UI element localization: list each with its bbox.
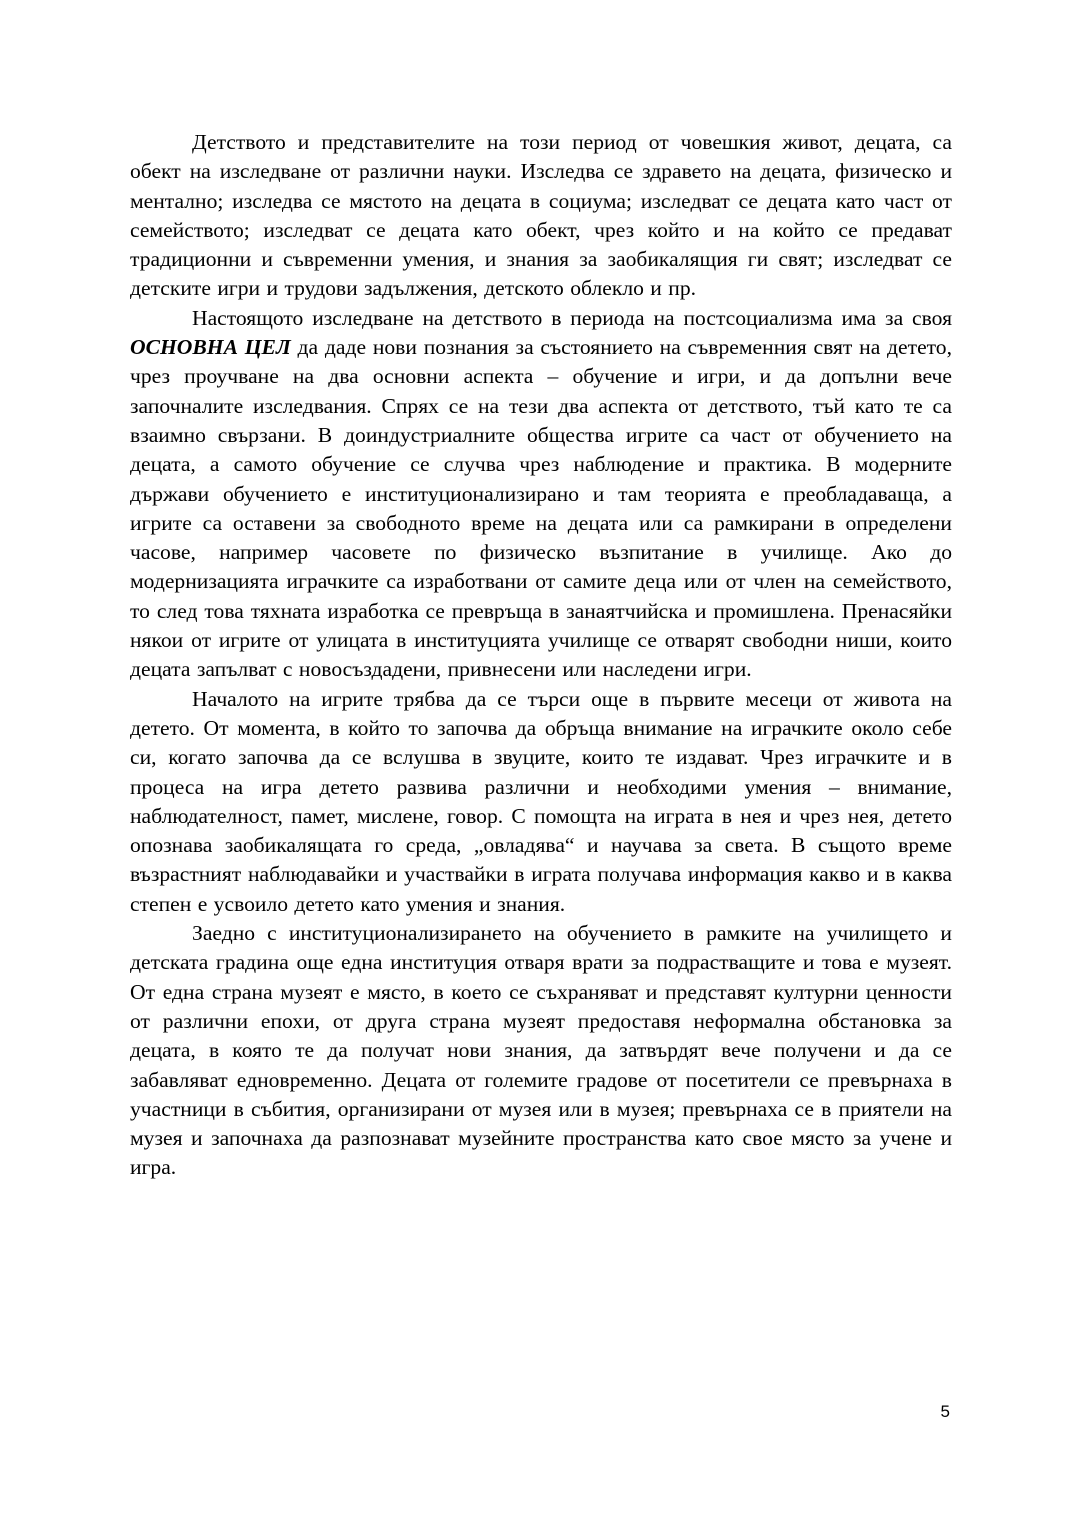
paragraph-main-goal: [130, 304, 952, 685]
paragraph-childhood-research: Детството и представителите на този период от човешкия живот, децата, са обект на изследване от различни науки. Изследва се здравето на децата, физическо и ментално; изследва се мястото на децата в социума; изследват се децата като част от семейството; изследват се децата като обект, чрез който и на който се предават традиционни и съвременни умения, и знания за заобикалящия ги свят; изследват се детските игри и трудови задължения, детското облекло и пр.: [130, 130, 952, 301]
paragraph-main-goal-rest: да даде нови познания за състоянието на съвременния свят на детето, чрез проучване на два основни аспекта – обучение и игри, и да допълни вече започналите изследвания. Спрях се на тези два аспекта от детството, тъй като те са взаимно свързани. В доиндустриалните общества игрите са част от обучението на децата, а самото обучение се случва чрез наблюдение и практика. В модерните държави обучението е институционализирано и там теорията е преобладаваща, а игрите са оставени за свободното време на децата или са рамкирани в определени часове, например часовете по физическо възпитание в училище. Ако до модернизацията играчките са изработвани от самите деца или от член на семейството, то след това тяхната изработка се превръща в занаятчийска и промишлена. Пренасяйки някои от игрите от улицата в институцията училище се отварят свободни ниши, които децата запълват с новосъздадени, привнесени или наследени игри.: [130, 335, 952, 682]
main-goal-emphasis-text: ОСНОВНА ЦЕЛ: [130, 335, 291, 360]
paragraph-main-goal-lead: Настоящото изследване на детството в периода на постсоциализма има за своя: [192, 305, 952, 330]
page-number: 5: [940, 1402, 950, 1421]
paragraph-museum-institution: Заедно с институционализирането на обучението в рамките на училището и детската градина още една институция отваря врати за подрастващите и това е музеят. От една страна музеят е място, в което се съхраняват и представят културни ценности от различни епохи, от друга страна музеят предоставя неформална обстановка за децата, в която те да получат нови знания, да затвърдят вече получени и да се забавляват едновременно. Децата от големите градове от посетители се превърнаха в участници в събития, организирани от музея или в музея; превърнаха се в приятели на музея и започнаха да разпознават музейните пространства като свое място за учене и игра.: [130, 921, 952, 1180]
paragraph-games-beginning: Началото на игрите трябва да се търси още в първите месеци от живота на детето. От момента, в който то започва да обръща внимание на играчките около себе си, когато започва да се вслушва в звуците, които те издават. Чрез играчките и в процеса на игра детето развива различни и необходими умения – внимание, наблюдателност, памет, мислене, говор. С помощта на играта в нея и чрез нея, детето опознава заобикалящата го среда, „овладява“ и научава за света. В същото време възрастният наблюдавайки и участвайки в играта получава информация какво и в каква степен е усвоило детето като умения и знания.: [130, 686, 952, 916]
document-body: [130, 128, 952, 1183]
